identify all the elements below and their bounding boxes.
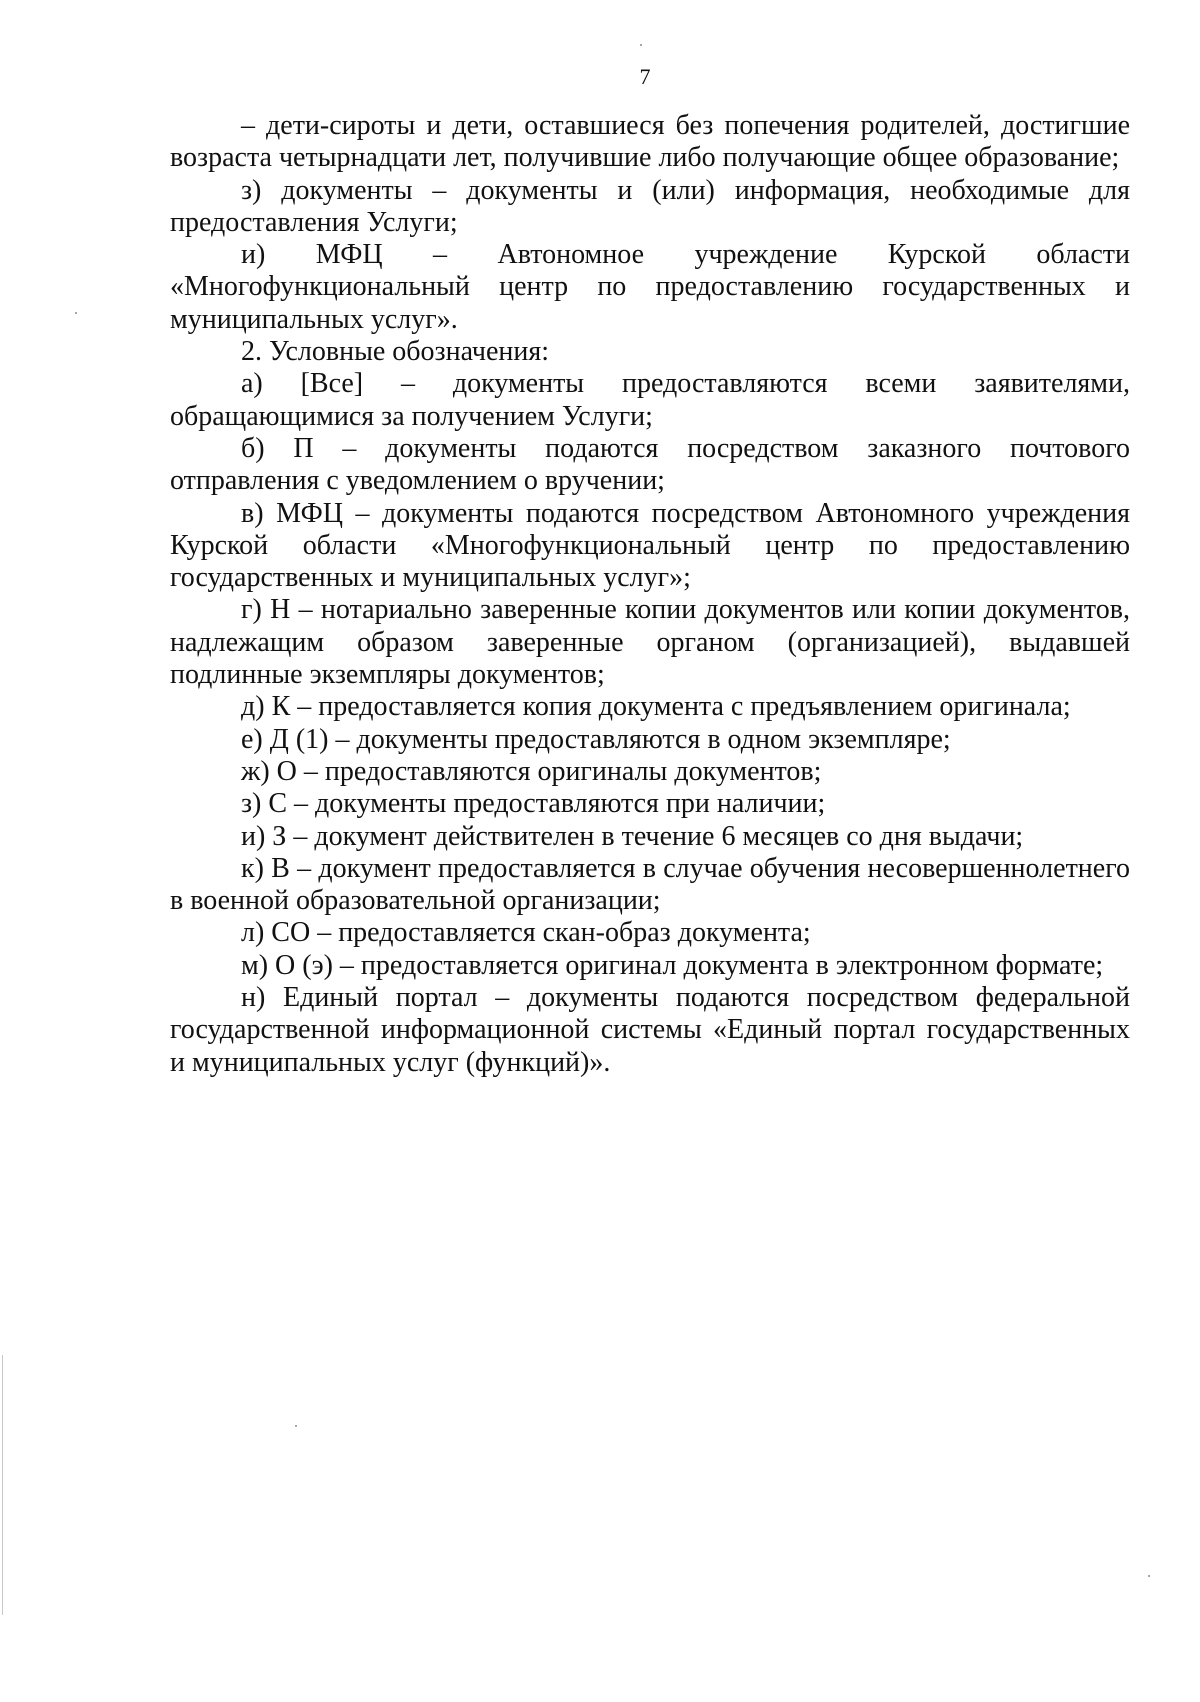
paragraph-convention-n: г) Н – нотариально заверенные копии документов или копии документов, надлежащим образом заверенные органом (организацией), выдавшей подлинные экземпляры документов; bbox=[170, 594, 1130, 691]
paragraph-convention-z: и) З – документ действителен в течение 6 месяцев со дня выдачи; bbox=[241, 820, 1024, 852]
paragraph-convention-d1: е) Д (1) – документы предоставляются в одном экземпляре; bbox=[241, 723, 951, 755]
paragraph-convention-k: д) К – предоставляется копия документа с предъявлением оригинала; bbox=[241, 691, 1071, 723]
paragraph-convention-v: к) В – документ предоставляется в случае обучения несовершеннолетнего в военной образовательной организации; bbox=[170, 852, 1130, 917]
paragraph-convention-portal: н) Единый портал – документы подаются посредством федеральной государственной информационной системы «Единый портал государственных и муниципальных услуг (функций)». bbox=[170, 982, 1130, 1078]
scan-edge-line bbox=[2, 1355, 3, 1615]
paragraph-documents-definition: з) документы – документы и (или) информация, необходимые для предоставления Услуги; bbox=[170, 174, 1130, 238]
paragraph-orphans: – дети-сироты и дети, оставшиеся без попечения родителей, достигшие возраста четырнадцати лет, получившие либо получающие общее образование; bbox=[170, 110, 1130, 174]
paragraph-conventions-heading: 2. Условные обозначения: bbox=[241, 336, 550, 368]
paragraph-convention-oe: м) О (э) – предоставляется оригинал документа в электронном формате; bbox=[241, 949, 1104, 981]
paragraph-mfc-definition: и) МФЦ – Автономное учреждение Курской области «Многофункциональный центр по предоставлению государственных и муниципальных услуг». bbox=[170, 239, 1130, 335]
scan-speck bbox=[640, 44, 642, 46]
scan-speck bbox=[75, 312, 77, 314]
paragraph-convention-all: а) [Все] – документы предоставляются всеми заявителями, обращающимися за получением Услуги; bbox=[170, 368, 1130, 432]
document-body bbox=[170, 110, 1130, 1079]
paragraph-convention-s: з) С – документы предоставляются при наличии; bbox=[241, 788, 826, 820]
paragraph-convention-o: ж) О – предоставляются оригиналы документов; bbox=[241, 755, 822, 787]
scan-speck bbox=[295, 1425, 297, 1427]
paragraph-convention-so: л) СО – предоставляется скан-образ документа; bbox=[241, 917, 811, 949]
paragraph-convention-mfc: в) МФЦ – документы подаются посредством Автономного учреждения Курской области «Многофункциональный центр по предоставлению государственных и муниципальных услуг»; bbox=[170, 497, 1130, 594]
paragraph-convention-p: б) П – документы подаются посредством заказного почтового отправления с уведомлением о вручении; bbox=[170, 432, 1130, 497]
scan-speck bbox=[1148, 1575, 1150, 1577]
page-number: 7 bbox=[639, 64, 651, 89]
